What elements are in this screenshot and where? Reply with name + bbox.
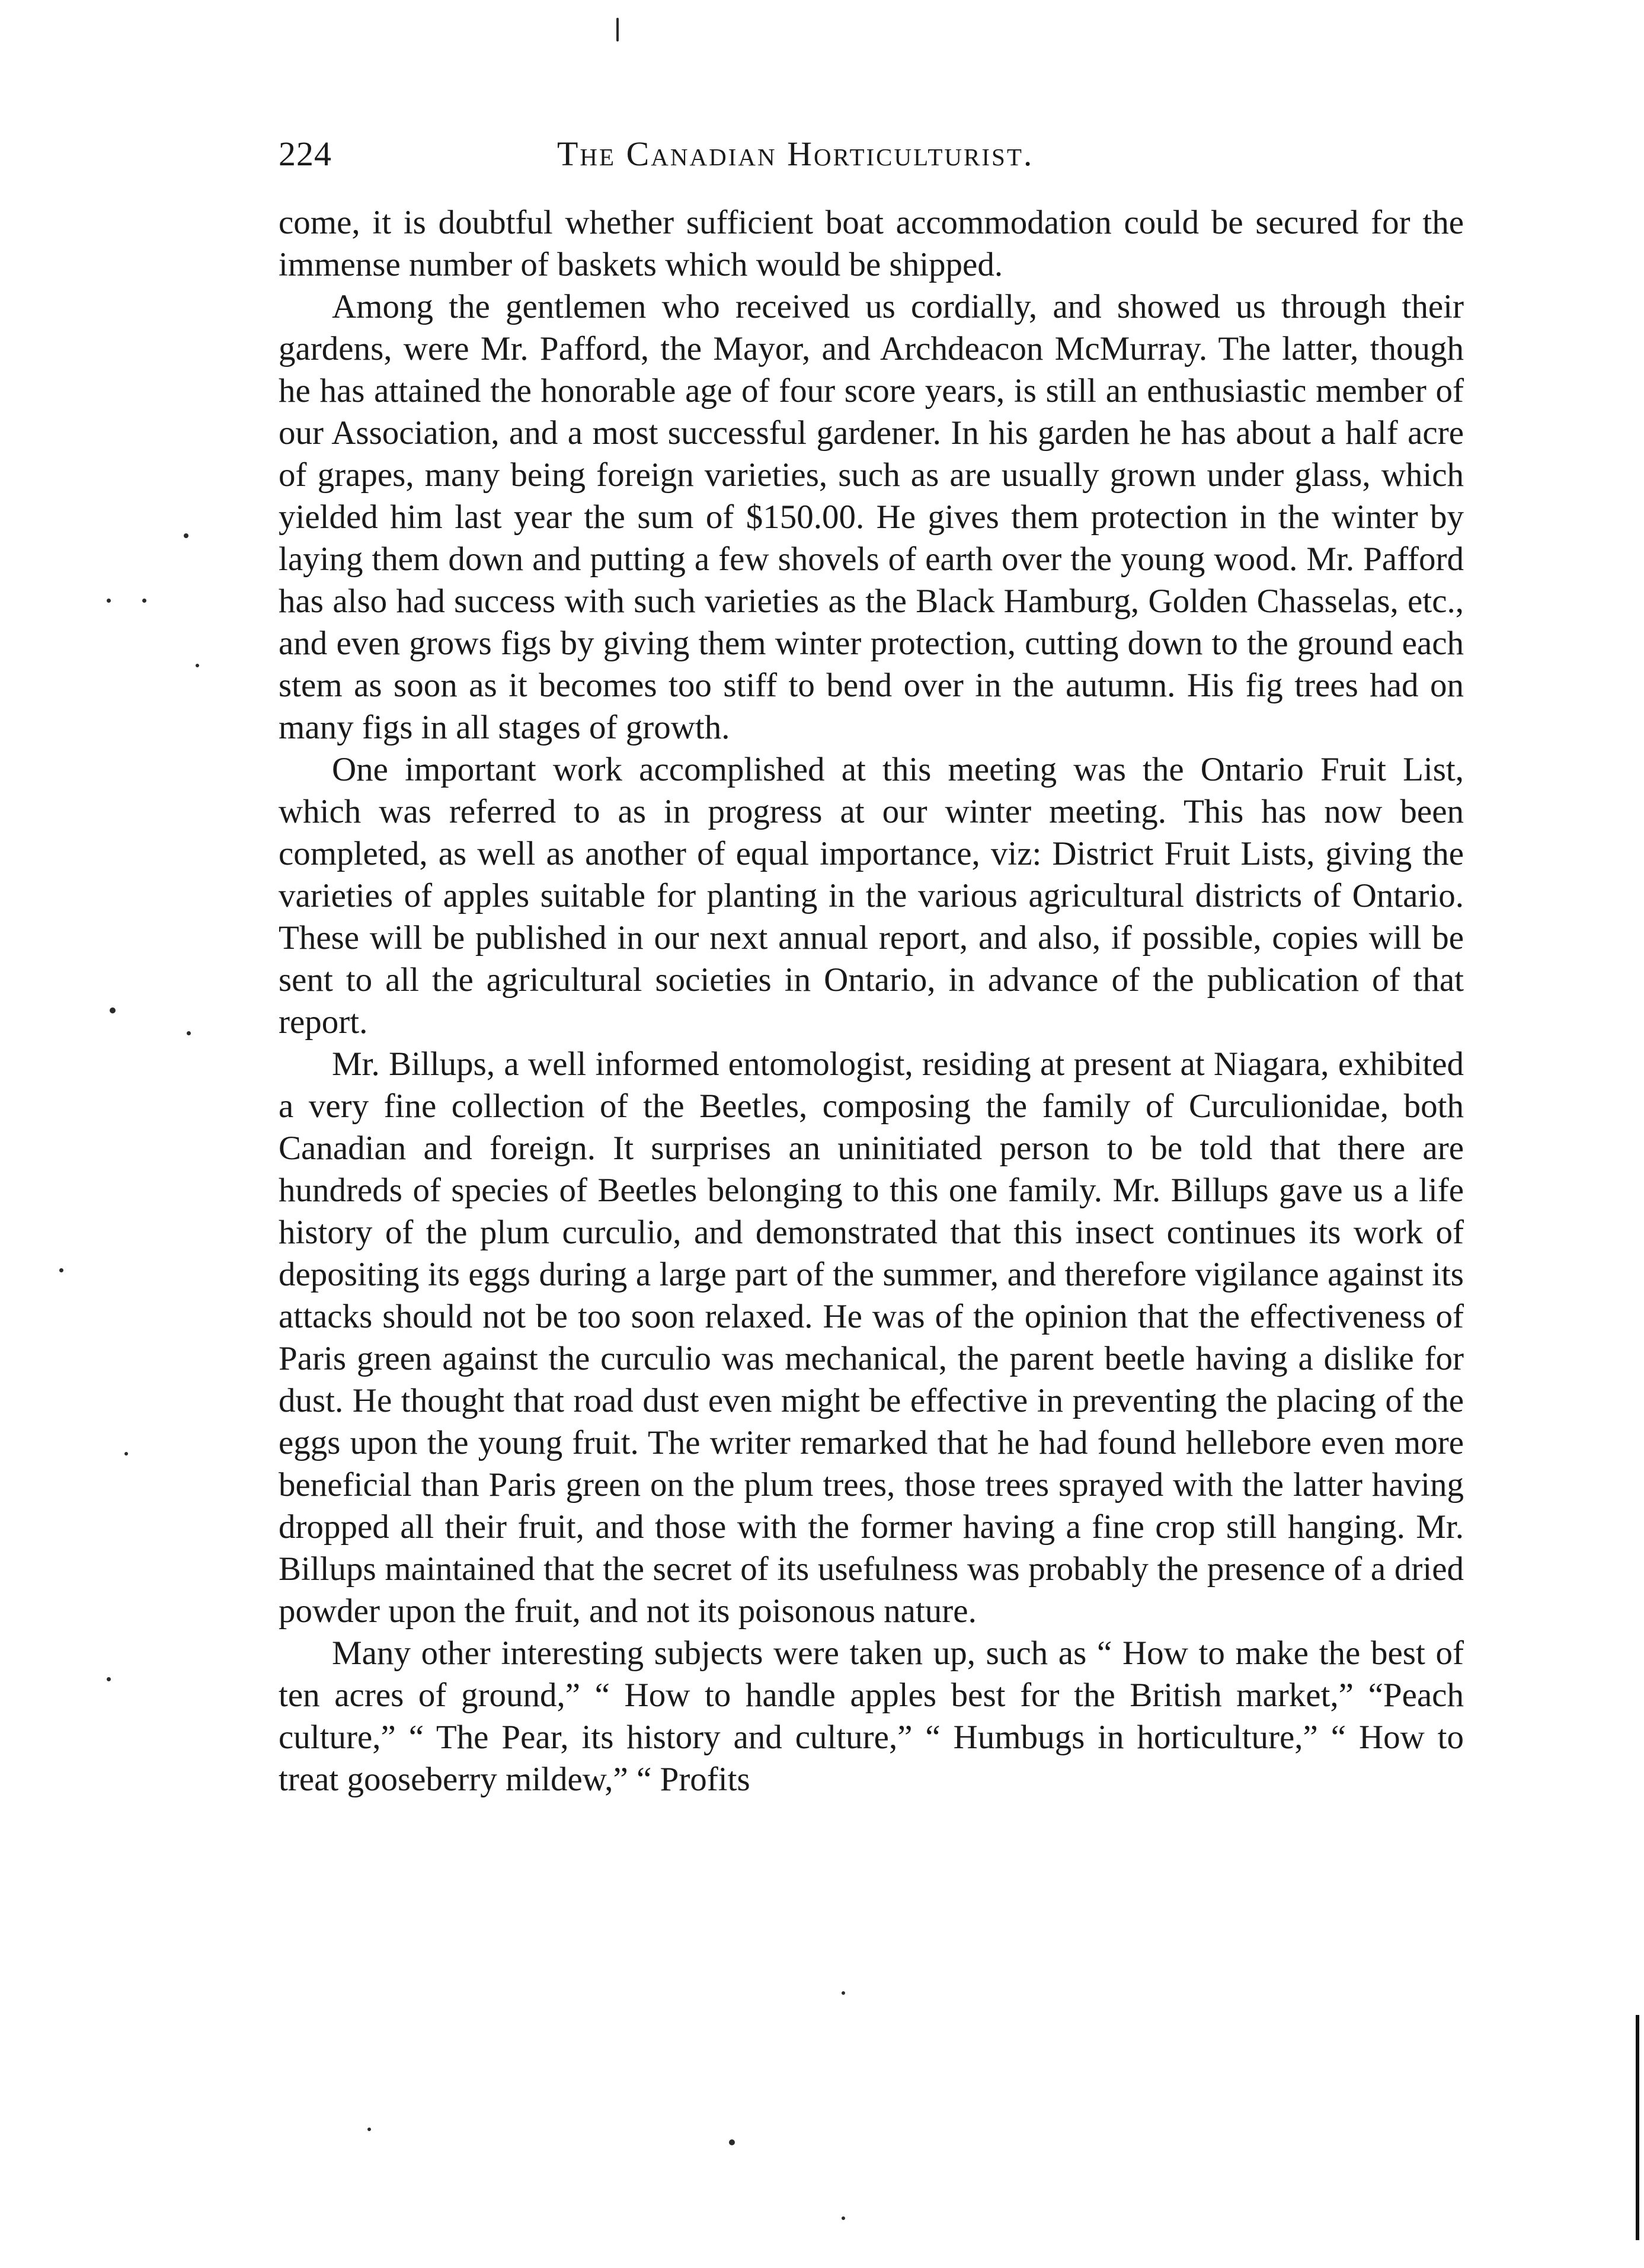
running-title: The Canadian Horticulturist. bbox=[557, 135, 1034, 173]
scan-speck bbox=[187, 1031, 191, 1035]
scan-speck bbox=[367, 2128, 371, 2131]
page-header bbox=[279, 124, 1464, 184]
paragraph-continuation: come, it is doubtful whether sufficient boat accommodation could be secured for the immense number of baskets which would be shipped. bbox=[279, 204, 1464, 283]
scan-speck bbox=[842, 1991, 845, 1995]
paragraph-subjects: Many other interesting subjects were taken up, such as “ How to make the best of ten acres of ground,” “ How to handle apples best for the British market,” “Peach culture,” “ The Pear, its history and culture,” “ Humbugs in horticulture,” “ How to treat gooseberry mildew,” “ Profits bbox=[279, 1634, 1464, 1798]
scan-speck bbox=[107, 1677, 111, 1681]
paragraph-beetles: Mr. Billups, a well informed entomologist, residing at present at Niagara, exhibited a very fine collection of the Beetles, composing the family of Curculionidae, both Canadian and foreign. It surprises an uninitiated person to be told that there are hundreds of species of Beetles belonging to this one family. Mr. Billups gave us a life history of the plum curculio, and demonstrated that this insect continues its work of depositing its eggs during a large part of the summer, and therefore vigilance against its attacks should not be too soon relaxed. He was of the opinion that the effectiveness of Paris green against the curculio was mechanical, the parent beetle having a dislike for dust. He thought that road dust even might be effective in preventing the placing of the eggs upon the young fruit. The writer remarked that he had found hellebore even more beneficial than Paris green on the plum trees, those trees sprayed with the latter having dropped all their fruit, and those with the former having a fine crop still hanging. Mr. Billups maintained that the secret of its usefulness was probably the presence of a dried powder upon the fruit, and not its poisonous nature. bbox=[279, 1045, 1464, 1630]
scan-speck bbox=[196, 664, 199, 667]
scan-speck bbox=[184, 533, 188, 538]
scan-speck bbox=[110, 1007, 116, 1013]
scan-speck bbox=[729, 2139, 735, 2145]
body-text bbox=[279, 201, 1464, 1800]
scan-speck bbox=[59, 1268, 63, 1272]
scan-speck bbox=[142, 599, 146, 603]
paragraph-gardens: Among the gentlemen who received us cordially, and showed us through their gardens, were Mr. Pafford, the Mayor, and Archdeacon McMurray. The latter, though he has attained the honorable age of four score years, is still an enthusiastic member of our Association, and a most successful gardener. In his garden he has about a half acre of grapes, many being foreign varieties, such as are usually grown under glass, which yielded him last year the sum of $150.00. He gives them protection in the winter by laying them down and putting a few shovels of earth over the young wood. Mr. Pafford has also had success with such varieties as the Black Hamburg, Golden Chasselas, etc., and even grows figs by giving them winter protection, cutting down to the ground each stem as soon as it becomes too stiff to bend over in the autumn. His fig trees had on many figs in all stages of growth. bbox=[279, 288, 1464, 746]
page-number: 224 bbox=[279, 135, 332, 173]
scan-speck bbox=[107, 599, 111, 603]
scan-speck bbox=[616, 18, 619, 41]
scan-edge-bar bbox=[1636, 2015, 1639, 2240]
paragraph-fruit-list: One important work accomplished at this meeting was the Ontario Fruit List, which was referred to as in progress at our winter meeting. This has now been completed, as well as another of equal importance, viz: District Fruit Lists, giving the varieties of apples suitable for planting in the various agricultural districts of Ontario. These will be published in our next annual report, and also, if possible, copies will be sent to all the agricultural societies in Ontario, in advance of the publication of that report. bbox=[279, 751, 1464, 1041]
scan-speck bbox=[842, 2216, 845, 2220]
scan-speck bbox=[124, 1452, 128, 1456]
